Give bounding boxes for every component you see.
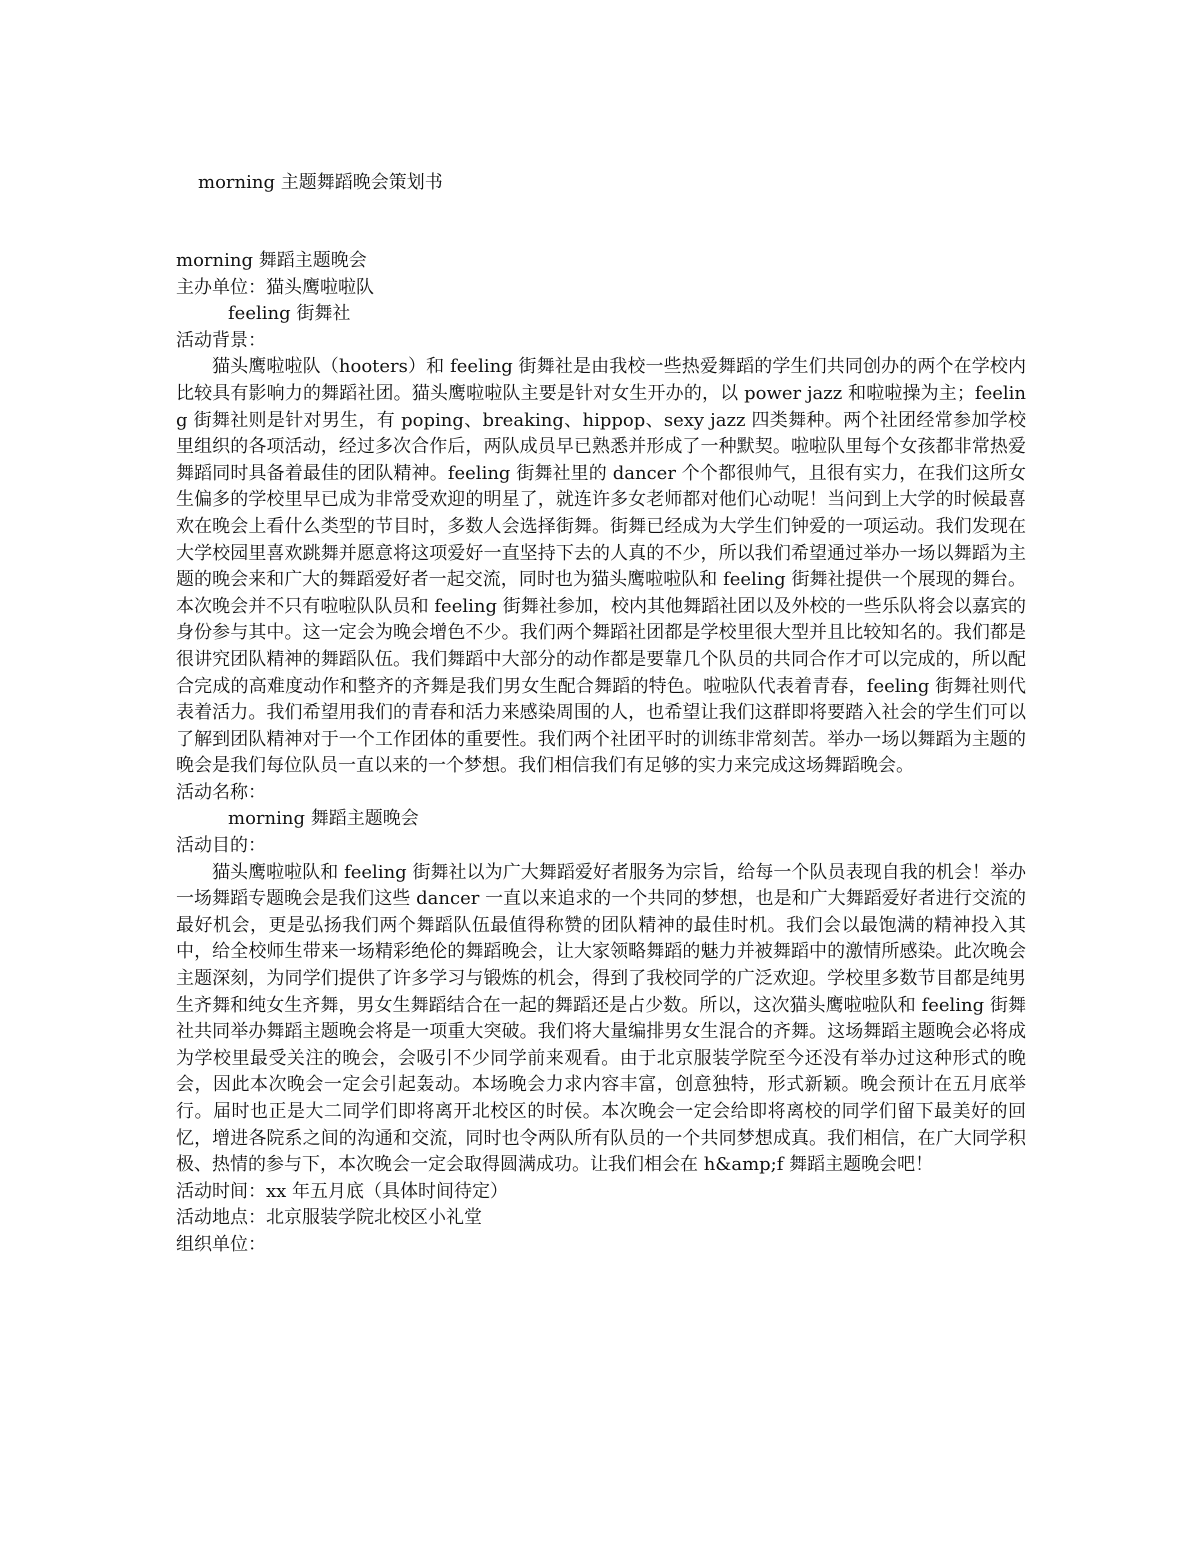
document-title: morning 主题舞蹈晚会策划书	[198, 172, 443, 193]
event-subtitle: morning 舞蹈主题晚会	[176, 250, 367, 271]
organizer-second-line: feeling 街舞社	[228, 303, 351, 325]
event-name-value: morning 舞蹈主题晚会	[228, 808, 419, 830]
document-body	[176, 248, 1026, 1259]
event-name-heading: 活动名称：	[176, 781, 266, 803]
event-time-line: 活动时间：xx 年五月底（具体时间待定）	[176, 1180, 509, 1202]
organizer-line: 主办单位：猫头鹰啦啦队	[176, 276, 374, 298]
background-paragraph: 猫头鹰啦啦队（hooters）和 feeling 街舞社是由我校一些热爱舞蹈的学生们共同创办的两个在学校内比较具有影响力的舞蹈社团。猫头鹰啦啦队主要是针对女生开办的，以 power jazz 和啦啦操为主；feeling 街舞社则是针对男生，有 poping、breaking、hippop、sexy jazz 四类舞种。两个社团经常参加学校里组织的各项活动，经过多次合作后，两队成员早已熟悉并形成了一种默契。啦啦队里每个女孩都非常热爱舞蹈同时具备着最佳的团队精神。feeling 街舞社里的 dancer 个个都很帅气，且很有实力，在我们这所女生偏多的学校里早已成为非常受欢迎的明星了，就连许多女老师都对他们心动呢！当问到上大学的时候最喜欢在晚会上看什么类型的节目时，多数人会选择街舞。街舞已经成为大学生们钟爱的一项运动。我们发现在大学校园里喜欢跳舞并愿意将这项爱好一直坚持下去的人真的不少，所以我们希望通过举办一场以舞蹈为主题的晚会来和广大的舞蹈爱好者一起交流，同时也为猫头鹰啦啦队和 feeling 街舞社提供一个展现的舞台。本次晚会并不只有啦啦队队员和 feeling 街舞社参加，校内其他舞蹈社团以及外校的一些乐队将会以嘉宾的身份参与其中。这一定会为晚会增色不少。我们两个舞蹈社团都是学校里很大型并且比较知名的。我们都是很讲究团队精神的舞蹈队伍。我们舞蹈中大部分的动作都是要靠几个队员的共同合作才可以完成的，所以配合完成的高难度动作和整齐的齐舞是我们男女生配合舞蹈的特色。啦啦队代表着青春，feeling 街舞社则代表着活力。我们希望用我们的青春和活力来感染周围的人，也希望让我们这群即将要踏入社会的学生们可以了解到团队精神对于一个工作团体的重要性。我们两个社团平时的训练非常刻苦。举办一场以舞蹈为主题的晚会是我们每位队员一直以来的一个梦想。我们相信我们有足够的实力来完成这场舞蹈晚会。	[176, 356, 1026, 777]
event-location-line: 活动地点：北京服装学院北校区小礼堂	[176, 1207, 482, 1229]
purpose-heading: 活动目的：	[176, 835, 266, 857]
organizing-unit-line: 组织单位：	[176, 1233, 266, 1255]
purpose-paragraph: 猫头鹰啦啦队和 feeling 街舞社以为广大舞蹈爱好者服务为宗旨，给每一个队员表现自我的机会！举办一场舞蹈专题晚会是我们这些 dancer 一直以来追求的一个共同的梦想，也是和广大舞蹈爱好者进行交流的最好机会，更是弘扬我们两个舞蹈队伍最值得称赞的团队精神的最佳时机。我们会以最饱满的精神投入其中，给全校师生带来一场精彩绝伦的舞蹈晚会，让大家领略舞蹈的魅力并被舞蹈中的激情所感染。此次晚会主题深刻，为同学们提供了许多学习与锻炼的机会，得到了我校同学的广泛欢迎。学校里多数节目都是纯男生齐舞和纯女生齐舞，男女生舞蹈结合在一起的舞蹈还是占少数。所以，这次猫头鹰啦啦队和 feeling 街舞社共同举办舞蹈主题晚会将是一项重大突破。我们将大量编排男女生混合的齐舞。这场舞蹈主题晚会必将成为学校里最受关注的晚会，会吸引不少同学前来观看。由于北京服装学院至今还没有举办过这种形式的晚会，因此本次晚会一定会引起轰动。本场晚会力求内容丰富，创意独特，形式新颖。晚会预计在五月底举行。届时也正是大二同学们即将离开北校区的时侯。本次晚会一定会给即将离校的同学们留下最美好的回忆，增进各院系之间的沟通和交流，同时也令两队所有队员的一个共同梦想成真。我们相信，在广大同学积极、热情的参与下，本次晚会一定会取得圆满成功。让我们相会在 h&amp;f 舞蹈主题晚会吧！	[176, 861, 1026, 1176]
background-heading: 活动背景：	[176, 329, 266, 351]
